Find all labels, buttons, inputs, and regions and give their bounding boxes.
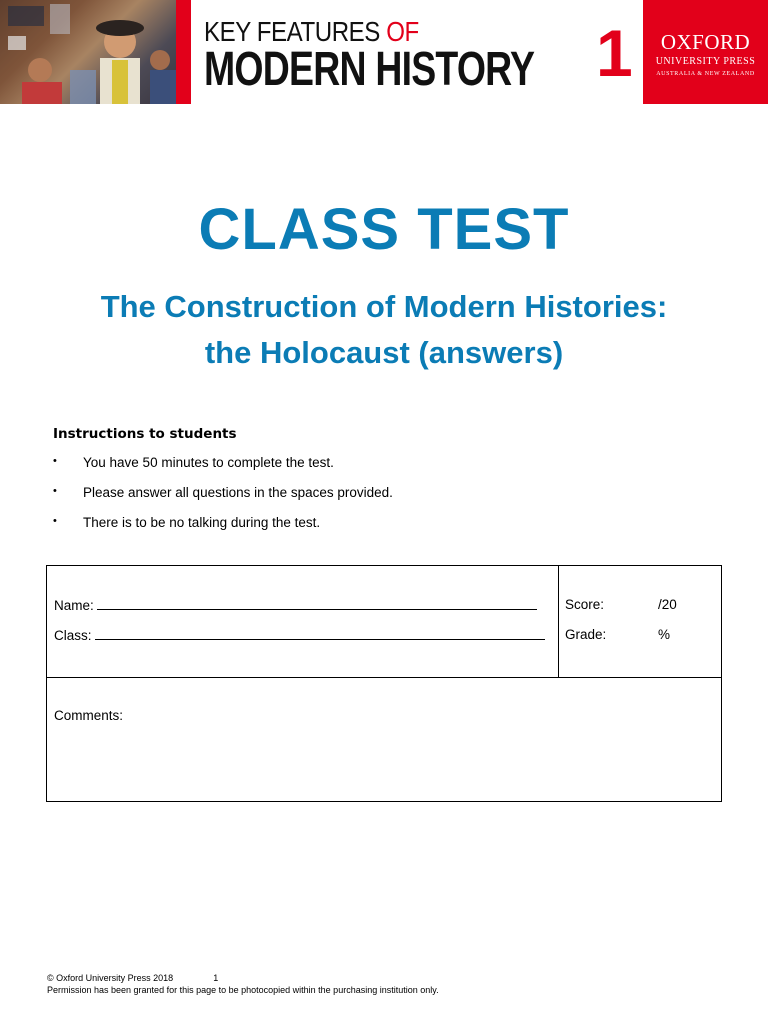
publisher-logo xyxy=(643,0,768,104)
page-footer xyxy=(47,972,439,996)
publisher-name: OXFORD xyxy=(660,30,751,54)
instruction-item xyxy=(53,485,393,515)
page-subtitle xyxy=(0,284,768,376)
column-divider xyxy=(558,566,559,677)
instructions-list xyxy=(53,455,393,545)
grade-value[interactable]: % xyxy=(658,627,671,642)
bullet-icon: • xyxy=(53,455,57,467)
series-title-line1 xyxy=(204,18,568,46)
instruction-item xyxy=(53,455,393,485)
series-title-accent: OF xyxy=(386,16,419,47)
instructions-heading: Instructions to students xyxy=(53,426,237,442)
bullet-icon: • xyxy=(53,485,57,497)
publisher-subtitle: UNIVERSITY PRESS xyxy=(655,56,756,67)
page-number: 1 xyxy=(213,973,219,983)
instruction-text: You have 50 minutes to complete the test. xyxy=(83,455,334,470)
class-field[interactable] xyxy=(54,627,545,643)
footer-line1 xyxy=(47,972,439,984)
instruction-item xyxy=(53,515,393,545)
student-info-table xyxy=(46,565,722,802)
series-logo xyxy=(204,18,627,94)
bullet-icon: • xyxy=(53,515,57,527)
comments-label[interactable]: Comments: xyxy=(54,708,124,723)
instruction-text: There is to be no talking during the test. xyxy=(83,515,321,530)
page-title: CLASS TEST xyxy=(198,197,570,262)
score-value[interactable]: /20 xyxy=(658,597,677,612)
series-title-line2: MODERN HISTORY xyxy=(204,43,535,96)
name-write-line[interactable] xyxy=(97,597,537,610)
instruction-text: Please answer all questions in the spaces provided. xyxy=(83,485,393,500)
subtitle-line2: the Holocaust (answers) xyxy=(204,335,564,370)
info-top-row xyxy=(47,566,721,678)
name-label: Name: xyxy=(54,598,94,613)
subtitle-line1: The Construction of Modern Histories: xyxy=(100,289,668,324)
series-number: 1 xyxy=(596,16,633,90)
permission-text: Permission has been granted for this page to be photocopied within the purchasing institution only. xyxy=(47,985,439,995)
grade-label: Grade: xyxy=(565,627,607,642)
score-label: Score: xyxy=(565,597,605,612)
red-accent-bar xyxy=(176,0,191,104)
class-label: Class: xyxy=(54,628,92,643)
copyright-text: © Oxford University Press 2018 xyxy=(47,973,174,983)
cover-photo xyxy=(0,0,176,104)
publisher-region: AUSTRALIA & NEW ZEALAND xyxy=(656,71,755,77)
class-write-line[interactable] xyxy=(95,627,545,640)
series-title-prefix: KEY FEATURES xyxy=(204,16,387,47)
name-field[interactable] xyxy=(54,597,537,613)
header-banner xyxy=(0,0,768,106)
